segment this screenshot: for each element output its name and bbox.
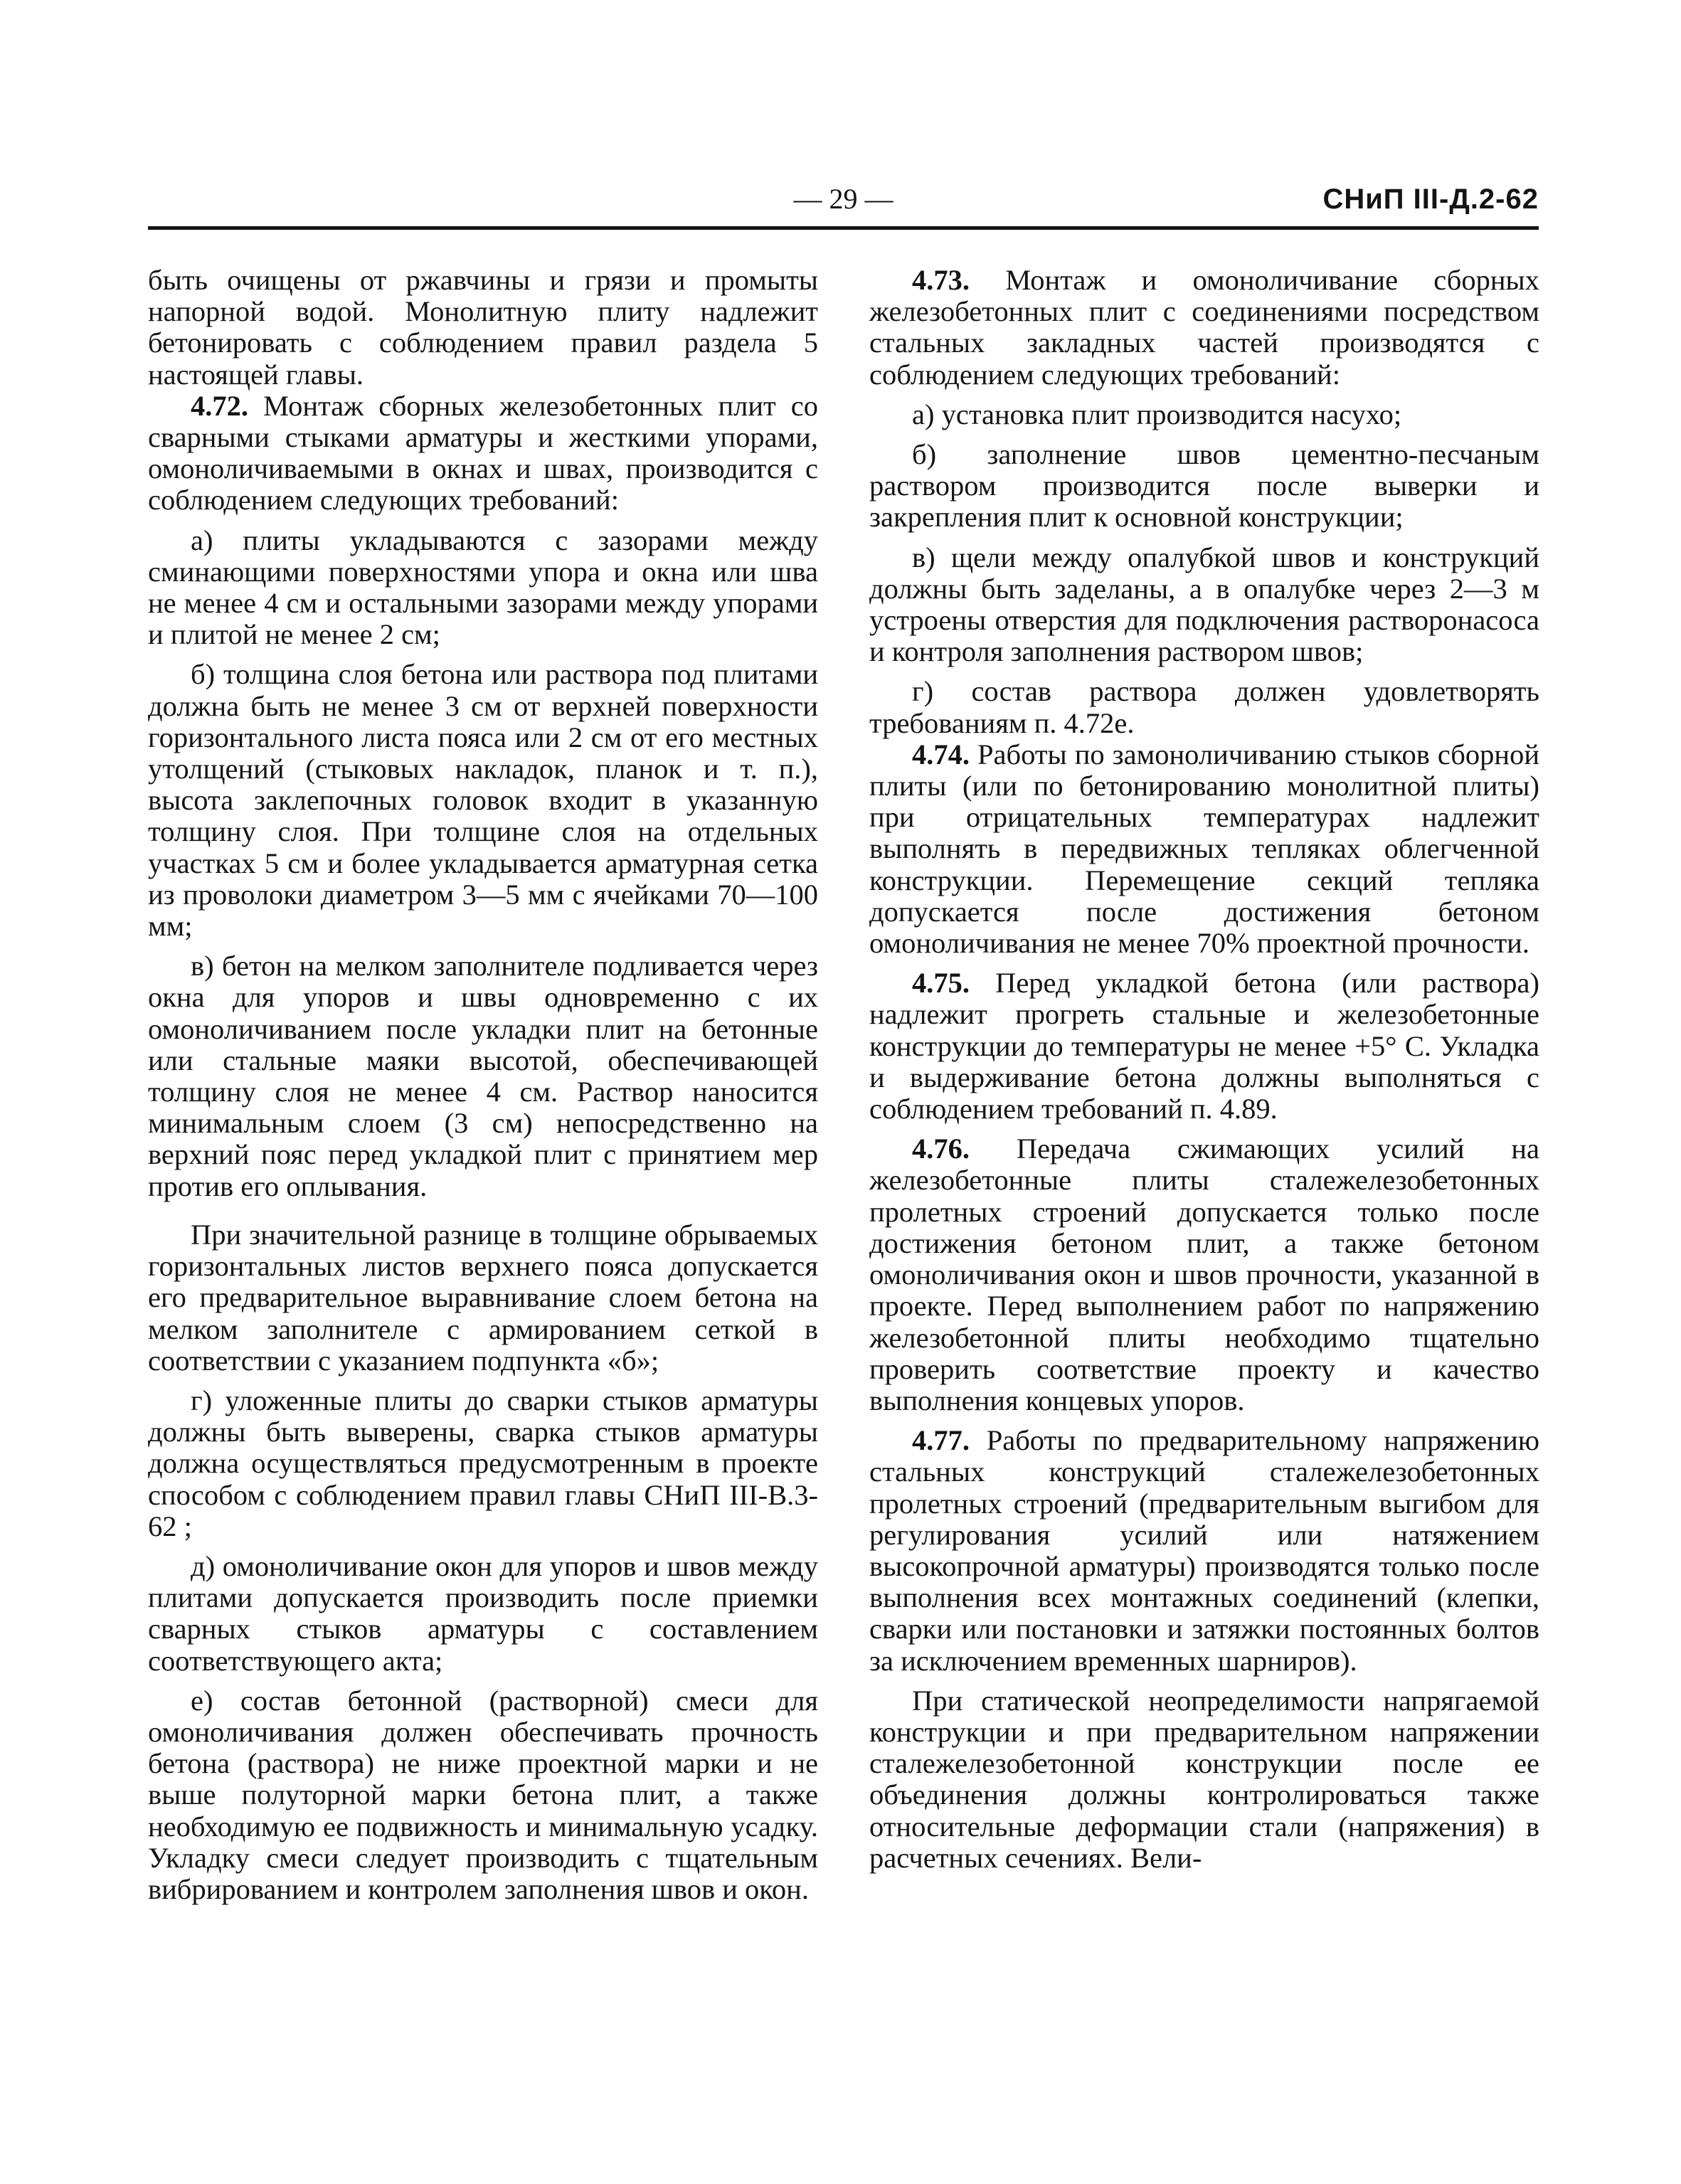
paragraph-text: Перед укладкой бетона (или раствора) надлежит прогреть стальные и железобетонные конструкции до температуры не менее +5° С. Укладка и выдерживание бетона должны выполняться с соблюдением требований п. 4.89.: [869, 967, 1539, 1125]
paragraph-4-73: [869, 265, 1539, 391]
right-column: [869, 265, 1539, 1874]
subitem-v: в) щели между опалубкой швов и конструкций должны быть заделаны, а в опалубке через 2—3 м устроены отверстия для подключения растворонасоса и контроля заполнения раствором швов;: [869, 541, 1539, 668]
document-code: СНиП III-Д.2-62: [1322, 184, 1539, 215]
paragraph-4-75: [869, 968, 1539, 1125]
paragraph-continuation: быть очищены от ржавчины и грязи и промыты напорной водой. Монолитную плиту надлежит бетонировать с соблюдением правил раздела 5 настоящей главы.: [148, 264, 818, 391]
subitem-d: д) омоноличивание окон для упоров и швов между плитами допускается производить после приемки сварных стыков арматуры с составлением соответствующего акта;: [148, 1549, 818, 1677]
page-number: — 29 —: [793, 183, 893, 215]
subitem-e: е) состав бетонной (растворной) смеси для омоноличивания должен обеспечивать прочность бетона (раствора) не ниже проектной марки и не выше полуторной марки бетона плит, а также необходимую ее подвижность и минимальную усадку. Укладку смеси следует производить с тщательным вибрированием и контролем заполнения швов и окон.: [148, 1684, 818, 1905]
paragraph-4-76: [869, 1133, 1539, 1416]
clause-number: 4.76.: [912, 1133, 970, 1165]
paragraph-text: Передача сжимающих усилий на железобетонные плиты сталежелезобетонных пролетных строений допускается только после достижения бетоном плит, а также бетоном омоноличивания окон и швов прочности, указанной в проекте. Перед выполнением работ по напряжению железобетонной плиты необходимо тщательно проверить соответствие проекту и качество выполнения концевых упоров.: [869, 1133, 1539, 1416]
paragraph-4-74: [869, 739, 1539, 959]
paragraph-4-72: [148, 391, 818, 516]
subitem-a: а) установка плит производится насухо;: [912, 398, 1402, 430]
subitem-a: а) плиты укладываются с зазорами между сминающими поверхностями упора и окна или шва не менее 4 см и остальными зазорами между упорами и плитой не менее 2 см;: [148, 524, 818, 651]
subitem-g: г) состав раствора должен удовлетворять требованиям п. 4.72е.: [869, 675, 1539, 739]
paragraph-text: Работы по предварительному напряжению стальных конструкций сталежелезобетонных пролетных строений (предварительным выгибом для регулирования усилий или натяжением высокопрочной арматуры) производятся только после выполнения всех монтажных соединений (клепки, сварки или постановки и затяжки постоянных болтов за исключением временных шарниров).: [869, 1424, 1539, 1677]
clause-number: 4.74.: [912, 738, 970, 770]
paragraph-text: Монтаж сборных железобетонных плит со сварными стыками арматуры и жесткими упорами, омоноличиваемыми в окнах и швах, производится с соблюдением следующих требований:: [148, 389, 818, 516]
paragraph-extra: При значительной разнице в толщине обрываемых горизонтальных листов верхнего пояса допускается его предварительное выравнивание слоем бетона на мелком заполнителе с армированием сеткой в соответствии с указанием подпункта «б»;: [148, 1218, 818, 1377]
page-header: [148, 178, 1539, 221]
clause-number: 4.73.: [912, 264, 970, 296]
paragraph-text: Монтаж и омоноличивание сборных железобетонных плит с соединениями посредством стальных закладных частей производятся с соблюдением следующих требований:: [869, 264, 1539, 391]
subitem-b: б) заполнение швов цементно-песчаным раствором производится после выверки и закрепления плит к основной конструкции;: [869, 438, 1539, 534]
clause-number: 4.75.: [912, 967, 970, 1000]
header-rule: [148, 226, 1539, 230]
paragraph-text: Работы по замоноличиванию стыков сборной плиты (или по бетонированию монолитной плиты) при отрицательных температурах надлежит выполнять в передвижных тепляках облегченной конструкции. Перемещение секций тепляка допускается после достижения бетоном омоноличивания не менее 70% проектной прочности.: [869, 738, 1539, 960]
subitem-b: б) толщина слоя бетона или раствора под плитами должна быть не менее 3 см от верхней поверхности горизонтального листа пояса или 2 см от его местных утолщений (стыковых накладок, планок и т. п.), высота заклепочных головок входит в указанную толщину слоя. При толщине слоя на отдельных участках 5 см и более укладывается арматурная сетка из проволоки диаметром 3—5 мм с ячейками 70—100 мм;: [148, 658, 818, 943]
paragraph-4-77-continued: При статической неопределимости напрягаемой конструкции и при предварительном напряжении сталежелезобетонной конструкции после ее объединения должны контролироваться также относительные деформации стали (напряжения) в расчетных сечениях. Вели-: [869, 1684, 1539, 1874]
clause-number: 4.77.: [912, 1424, 970, 1457]
paragraph-4-77: [869, 1425, 1539, 1677]
subitem-g: г) уложенные плиты до сварки стыков арматуры должны быть выверены, сварка стыков арматуры должна осуществляться предусмотренным в проекте способом с соблюдением правил главы СНиП III-В.3-62 ;: [148, 1384, 818, 1542]
subitem-v: в) бетон на мелком заполнителе подливается через окна для упоров и швы одновременно с их омоноличиванием после укладки плит на бетонные или стальные маяки высотой, обеспечивающей толщину слоя не менее 4 см. Раствор наносится минимальным слоем (3 см) непосредственно на верхний пояс перед укладкой плит с принятием мер против его оплывания.: [148, 950, 818, 1202]
clause-number: 4.72.: [191, 389, 248, 422]
left-column: [148, 265, 818, 1905]
